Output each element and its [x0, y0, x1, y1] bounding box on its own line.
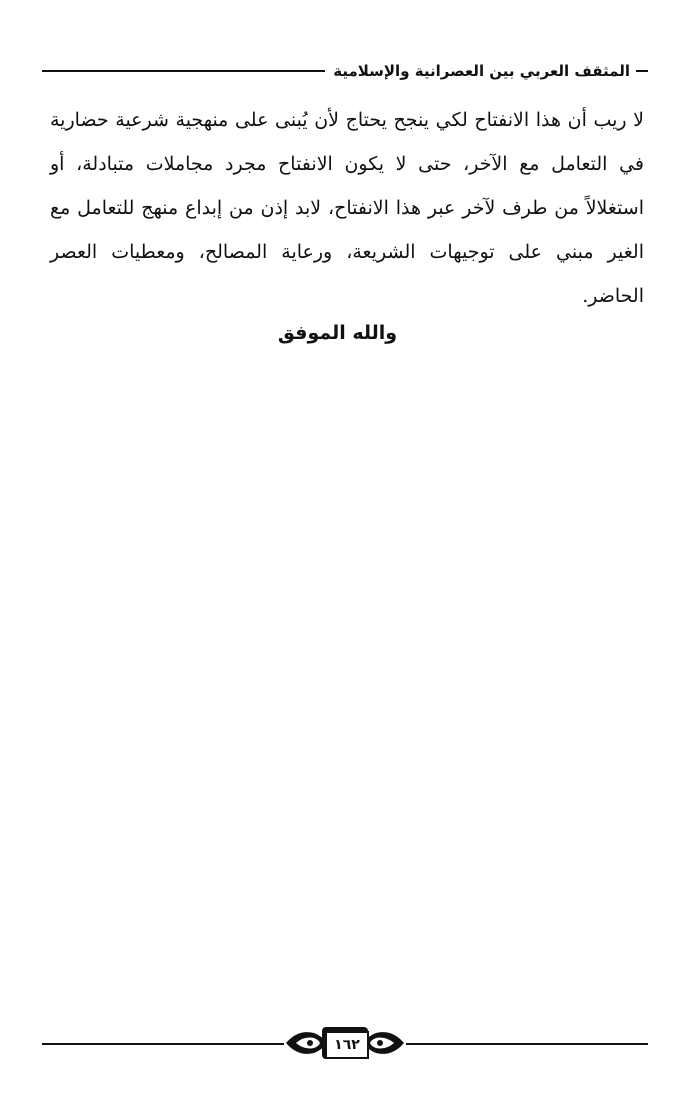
closing-phrase: والله الموفق	[277, 322, 398, 344]
footer-rule-right	[406, 1043, 648, 1045]
book-title: المثقف العربي بين العصرانية والإسلامية	[333, 62, 630, 80]
paragraph: لا ريب أن هذا الانفتاح لكي ينجح يحتاج لأن يُبنى على منهجية شرعية حضارية في التعامل مع الآخر، حتى لا يكون الانفتاح مجرد مجاملات متبادلة، أو استغلالاً من طرف لآخر عبر هذا الانفتاح، لابد إذن من إبداع منهج للتعامل مع الغير مبني على توجيهات الشريعة، ورعاية المصالح، ومعطيات العصر الحاضر.	[50, 109, 644, 307]
body-text	[50, 98, 644, 318]
header-rule-left	[42, 70, 325, 72]
header-rule-right	[636, 70, 648, 72]
page-number: ١٦٢	[325, 1031, 369, 1059]
running-header	[42, 56, 648, 86]
page-footer	[42, 1018, 648, 1068]
footer-rule-left	[42, 1043, 284, 1045]
